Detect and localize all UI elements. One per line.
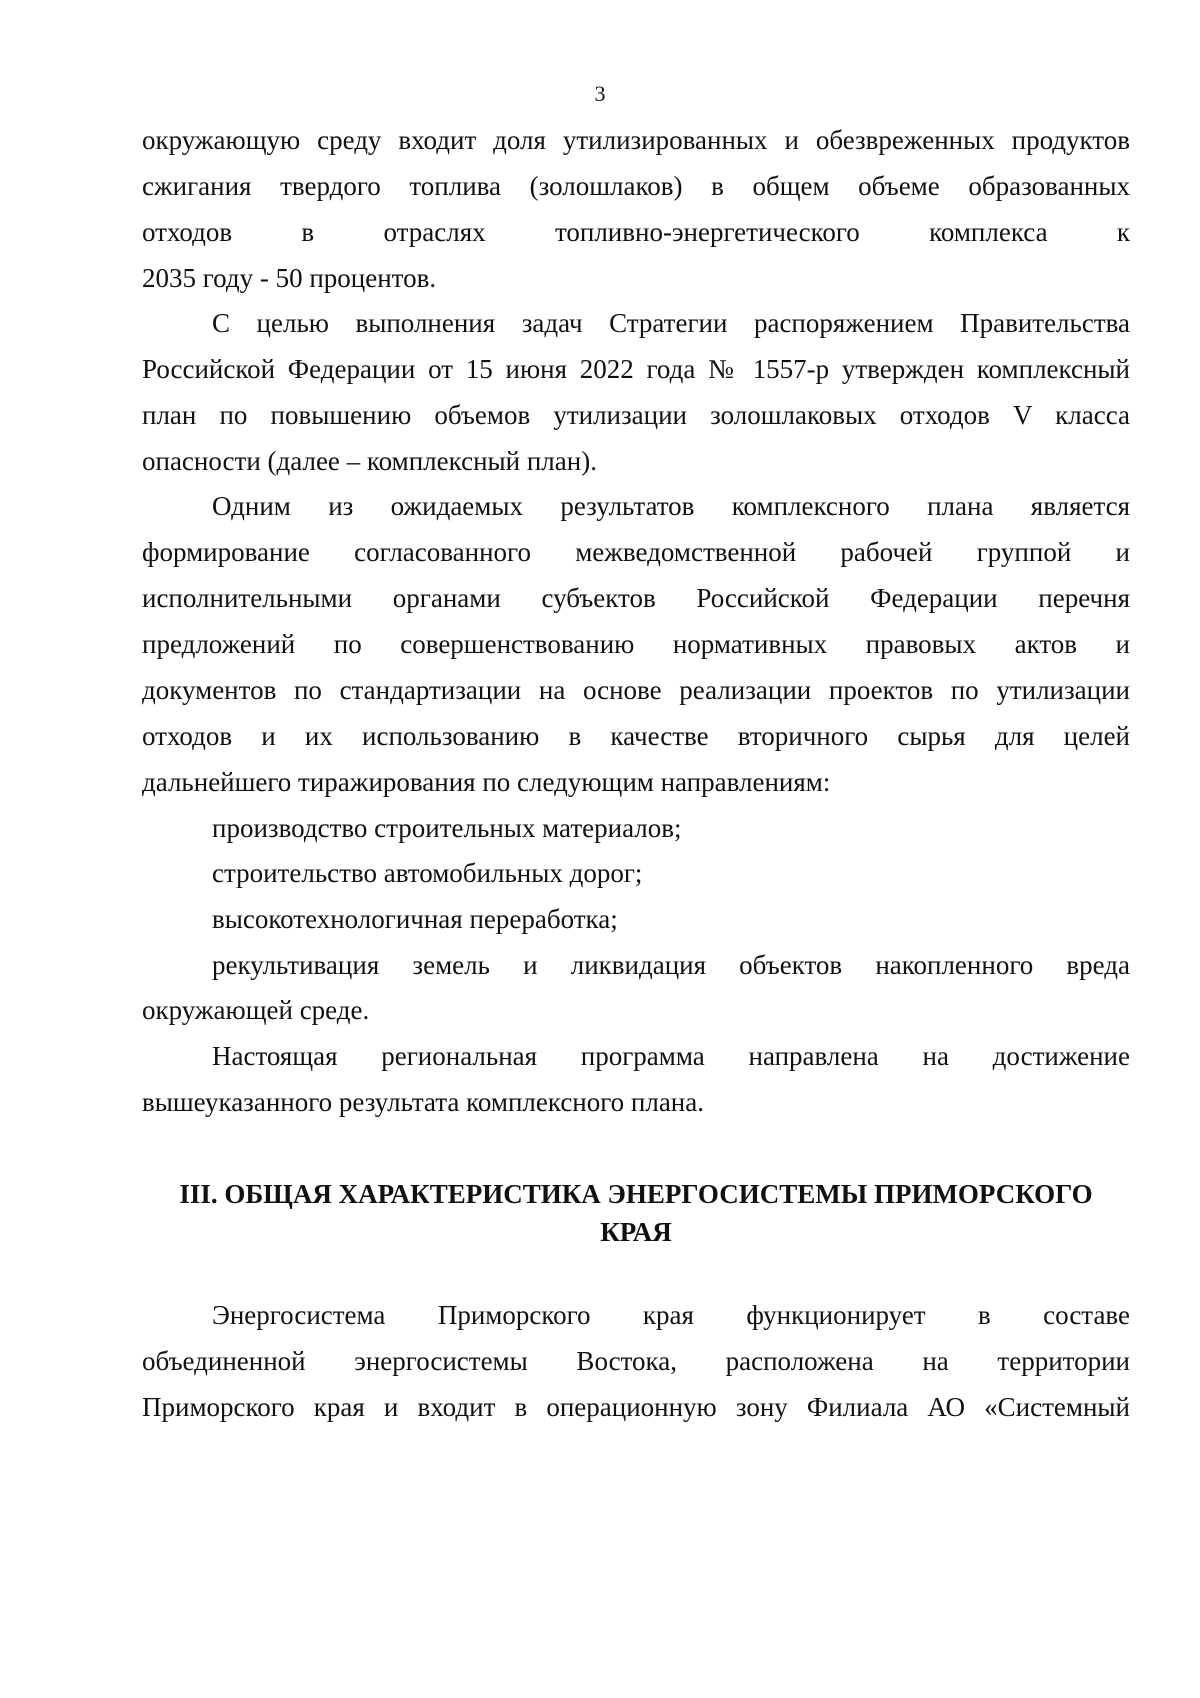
list-item: высокотехнологичная переработка; bbox=[212, 904, 618, 934]
text-line: окружающей среде. bbox=[142, 995, 370, 1025]
text-line: Российской Федерации от 15 июня 2022 года № 1557-р утвержден комплексный bbox=[142, 354, 1130, 384]
text-line: объединенной энергосистемы Востока, расположена на территории bbox=[142, 1346, 1130, 1376]
text-line: Энергосистема Приморского края функционирует в составе bbox=[212, 1300, 1130, 1330]
text-line: окружающую среду входит доля утилизированных и обезвреженных продуктов bbox=[142, 125, 1130, 155]
text-line: план по повышению объемов утилизации золошлаковых отходов V класса bbox=[142, 400, 1130, 430]
text-line: отходов в отраслях топливно-энергетического комплекса к bbox=[142, 217, 1130, 247]
list-item: рекультивация земель и ликвидация объектов накопленного вреда bbox=[212, 950, 1130, 980]
text-line: опасности (далее – комплексный план). bbox=[142, 446, 597, 476]
page-number: 3 bbox=[594, 81, 606, 106]
text-line: предложений по совершенствованию нормативных правовых актов и bbox=[142, 629, 1130, 659]
text-line: сжигания твердого топлива (золошлаков) в общем объеме образованных bbox=[142, 171, 1130, 201]
text-line: С целью выполнения задач Стратегии распоряжением Правительства bbox=[212, 308, 1130, 338]
text-line: Настоящая региональная программа направлена на достижение bbox=[212, 1041, 1130, 1071]
section-heading: III. ОБЩАЯ ХАРАКТЕРИСТИКА ЭНЕРГОСИСТЕМЫ ПРИМОРСКОГО bbox=[179, 1179, 1093, 1209]
text-line: формирование согласованного межведомственной рабочей группой и bbox=[142, 537, 1130, 567]
text-line: вышеуказанного результата комплексного плана. bbox=[142, 1087, 704, 1117]
text-line: исполнительными органами субъектов Российской Федерации перечня bbox=[142, 583, 1130, 613]
text-line: Приморского края и входит в операционную зону Филиала АО «Системный bbox=[142, 1392, 1130, 1422]
list-item: строительство автомобильных дорог; bbox=[212, 858, 643, 888]
section-heading: КРАЯ bbox=[600, 1217, 672, 1247]
text-line: дальнейшего тиражирования по следующим направлениям: bbox=[142, 767, 831, 797]
text-line: отходов и их использованию в качестве вторичного сырья для целей bbox=[142, 721, 1130, 751]
text-line: Одним из ожидаемых результатов комплексного плана является bbox=[212, 491, 1130, 521]
list-item: производство строительных материалов; bbox=[212, 813, 682, 843]
text-line: 2035 году - 50 процентов. bbox=[142, 263, 437, 293]
text-line: документов по стандартизации на основе реализации проектов по утилизации bbox=[142, 675, 1130, 705]
